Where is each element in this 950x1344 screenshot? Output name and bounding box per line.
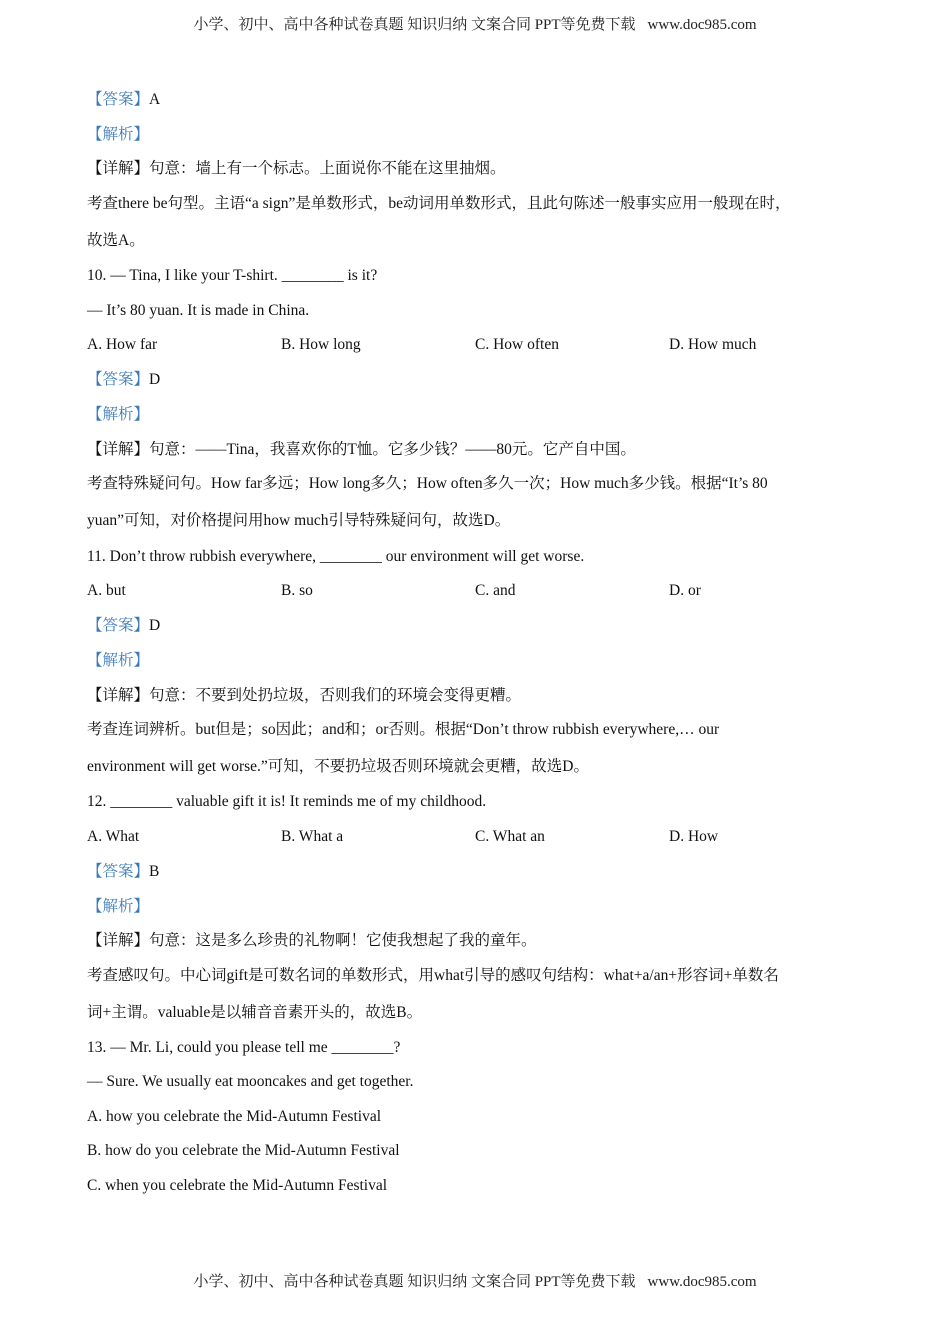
answer-value: D (149, 371, 161, 388)
answer-label: 【答案】 (87, 371, 150, 388)
q10-option-b: B. How long (281, 336, 361, 353)
answer-label: 【答案】 (87, 617, 150, 634)
q10-detail (87, 440, 636, 460)
q9-detail (87, 159, 506, 179)
q12-stem: 12. ________ valuable gift it is! It reminds me of my childhood. (87, 793, 487, 810)
answer-label: 【答案】 (87, 91, 150, 108)
detail-text: 句意：——Tina，我喜欢你的T恤。它多少钱？——80元。它产自中国。 (149, 441, 636, 458)
q11-analysis-label: 【解析】 (87, 652, 150, 669)
detail-label: 【详解】 (87, 687, 150, 704)
q11-option-c: C. and (475, 582, 516, 599)
answer-value: B (149, 863, 160, 880)
q10-option-c: C. How often (475, 336, 559, 353)
answer-value: A (149, 91, 161, 108)
detail-label: 【详解】 (87, 160, 150, 177)
footer-text: 小学、初中、高中各种试卷真题 知识归纳 文案合同 PPT等免费下载 (193, 1274, 636, 1290)
q13-option-a: A. how you celebrate the Mid-Autumn Festival (87, 1108, 382, 1125)
q13-stem-2: — Sure. We usually eat mooncakes and get together. (87, 1073, 414, 1090)
q10-explain-2: yuan”可知，对价格提问用how much引导特殊疑问句，故选D。 (87, 512, 511, 529)
q12-explain-2: 词+主谓。valuable是以辅音音素开头的，故选B。 (87, 1004, 423, 1021)
q11-option-a: A. but (87, 582, 126, 599)
answer-label: 【答案】 (87, 863, 150, 880)
q10-stem: 10. — Tina, I like your T-shirt. ________ is it? (87, 267, 378, 284)
q11-explain-1: 考查连词辨析。but但是；so因此；and和；or否则。根据“Don’t throw rubbish everywhere,… our (87, 721, 720, 738)
q9-explain-1: 考查there be句型。主语“a sign”是单数形式，be动词用单数形式，且此句陈述一般事实应用一般现在时， (87, 195, 791, 212)
q11-option-b: B. so (281, 582, 313, 599)
q10-stem-2: — It’s 80 yuan. It is made in China. (87, 302, 310, 319)
q12-explain-1: 考查感叹句。中心词gift是可数名词的单数形式，用what引导的感叹句结构：what+a/an+形容词+单数名 (87, 967, 779, 984)
header-text: 小学、初中、高中各种试卷真题 知识归纳 文案合同 PPT等免费下载 (193, 17, 636, 33)
detail-text: 句意：墙上有一个标志。上面说你不能在这里抽烟。 (149, 160, 506, 177)
header-url: www.doc985.com (647, 17, 757, 33)
q12-option-b: B. What a (281, 828, 344, 845)
detail-text: 句意：不要到处扔垃圾，否则我们的环境会变得更糟。 (149, 687, 522, 704)
q11-option-d: D. or (669, 582, 701, 599)
detail-label: 【详解】 (87, 932, 150, 949)
q12-option-c: C. What an (475, 828, 545, 845)
q12-detail (87, 931, 537, 951)
answer-value: D (149, 617, 161, 634)
q11-explain-2: environment will get worse.”可知，不要扔垃圾否则环境就会更糟，故选D。 (87, 758, 589, 775)
page-header (0, 13, 950, 34)
detail-label: 【详解】 (87, 441, 150, 458)
q10-option-a: A. How far (87, 336, 158, 353)
q12-option-a: A. What (87, 828, 140, 845)
q10-option-d: D. How much (669, 336, 757, 353)
q12-option-d: D. How (669, 828, 719, 845)
q10-explain-1: 考查特殊疑问句。How far多远；How long多久；How often多久一次；How much多少钱。根据“It’s 80 (87, 475, 768, 492)
q13-stem: 13. — Mr. Li, could you please tell me ________? (87, 1039, 401, 1056)
q11-stem: 11. Don’t throw rubbish everywhere, ________ our environment will get worse. (87, 548, 585, 565)
footer-url: www.doc985.com (647, 1274, 757, 1290)
q10-analysis-label: 【解析】 (87, 406, 150, 423)
page-footer (0, 1270, 950, 1291)
q12-answer (87, 862, 159, 882)
q10-answer (87, 370, 160, 390)
q12-analysis-label: 【解析】 (87, 898, 150, 915)
q13-option-c: C. when you celebrate the Mid-Autumn Festival (87, 1177, 388, 1194)
q9-analysis-label: 【解析】 (87, 126, 150, 143)
detail-text: 句意：这是多么珍贵的礼物啊！它使我想起了我的童年。 (149, 932, 537, 949)
q11-answer (87, 616, 160, 636)
q13-option-b: B. how do you celebrate the Mid-Autumn Festival (87, 1142, 400, 1159)
q9-explain-2: 故选A。 (87, 232, 145, 249)
q9-answer (87, 90, 160, 110)
q11-detail (87, 686, 521, 706)
